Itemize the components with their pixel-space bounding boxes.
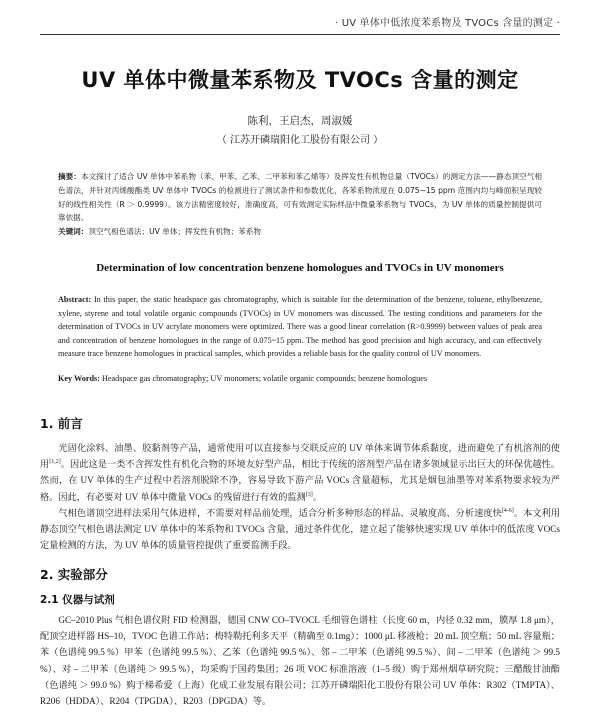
abstract-zh: [58, 170, 542, 225]
s1p2-text-b: 。本文利用静态顶空气相色谱法测定 UV 单体中的苯系物和 TVOCs 含量，通过条件优化，建立起了能够快速实现 UV 单体中的低浓度 VOCs 定量检测的方法，为 UV 单体的质量管控提供了重要监测手段。: [40, 508, 561, 551]
s1p1-text-b: 。因此这是一类不含挥发性有机化合物的环境友好型产品，相比于传统的溶剂型产品在诸多领域显示出巨大的环保优越性。然而，在 UV 单体的生产过程中若溶剂脱除不净，容易导致下游产品 VOCs 含量超标，尤其是烟包油墨等对苯系物要求较为严格。因此，有必要对 UV 单体中微量 VOCs 的残留进行有效的监测: [40, 459, 561, 502]
abstract-zh-label: 摘要：: [58, 172, 81, 181]
keywords-zh: [58, 225, 542, 239]
keywords-zh-label: 关键词：: [58, 227, 89, 236]
citation-ref: [1,2]: [49, 459, 61, 466]
keywords-en-label: Key Words:: [58, 374, 100, 383]
abstract-en-text: In this paper, the static headspace gas chromatography, which is suitable for the determination of the benzene, toluene, ethylbenzene, xylene, styrene and total volatile organic compounds (TVOCs) in UV monomers was discussed. The testing conditions and parameters for the determination of TVOCs in UV acrylate monomers were optimized. There was a good linear correlation (R>0.9999) between values of peak area and concentration of benzene homologues in the range of 0.075~15 ppm. The method has good precision and high accuracy, and can effectively measure trace benzene homologues in practical samples, which provides a reliable basis for the quality control of UV monomers.: [58, 295, 542, 359]
section-1-paragraph-1: [40, 440, 560, 505]
keywords-zh-text: 顶空气相色谱法；UV 单体；挥发性有机物；苯系物: [88, 227, 262, 236]
abstract-zh-text: 本文探讨了适合 UV 单体中苯系物（苯、甲苯、乙苯、二甲苯和苯乙烯等）及挥发性有机物总量（TVOCs）的测定方法——静态顶空气相色谱法，并针对丙烯酸酯类 UV 单体中 TVOCs 的检测进行了测试条件和参数优化，各苯系物浓度在 0.075~15 ppm 范围内均与峰面积呈现较好的线性相关性（R ＞ 0.9999）。该方法精密度较好，准确度高，可有效测定实际样品中微量苯系物与 TVOCs，为 UV 单体的质量控制提供可靠依据。: [58, 172, 542, 223]
citation-ref: [4-6]: [501, 507, 514, 514]
section-2-1-paragraph: GC–2010 Plus 气相色谱仪附 FID 检测器，德国 CNW CO–TVOCL 毛细管色谱柱（长度 60 m，内径 0.32 mm，膜厚 1.8 μm），配顶空进样器 HS–10，TVOC 色谱工作站；梅特勒托利多天平（精确至 0.1mg）；1000 μL 移液枪；20 mL 顶空瓶；50 mL 容量瓶；苯（色谱纯 99.5 %）甲苯（色谱纯 99.5 %）、乙苯（色谱纯 99.5 %）、邻 – 二甲苯（色谱纯 99.5 %）、间 – 二甲苯（色谱纯 ＞ 99.5 %）、对 – 二甲苯（色谱纯 ＞ 99.5 %），均采购于国药集团；26 项 VOC 标准溶液（1–5 级）购于郑州烟草研究院；三醋酸甘油酯（色谱纯 ＞ 99.0 %）购于梯希爱（上海）化成工业发展有限公司；江苏开磷瑞阳化工股份有限公司 UV 单体：R302（TMPTA）、R206（HDDA）、R204（TPGDA）、R203（DPGDA）等。: [40, 615, 560, 707]
english-title: Determination of low concentration benzene homologues and TVOCs in UV monomers: [96, 262, 504, 274]
section-2-1-heading: 2.1 仪器与试剂: [40, 594, 115, 606]
section-2-heading: 2. 实验部分: [40, 567, 108, 582]
authors: 陈利，王启杰，周淑媛: [247, 115, 353, 127]
section-1-paragraph-2: [40, 505, 560, 554]
page-title: UV 单体中微量苯系物及 TVOCs 含量的测定: [81, 68, 519, 92]
s1p1-text-a: 光固化涂料、油墨、胶黏剂等产品，通常使用可以直接参与交联反应的 UV 单体来调节体系黏度，进而避免了有机溶剂的使用: [40, 443, 560, 470]
keywords-en-text: Headspace gas chromatography; UV monomers; volatile organic compounds; benzene homologues: [101, 374, 428, 383]
section-1-heading: 1. 前言: [40, 416, 83, 431]
affiliation: （ 江苏开磷瑞阳化工股份有限公司 ）: [216, 135, 384, 146]
citation-ref: [3]: [305, 491, 313, 498]
keywords-en: [58, 372, 542, 386]
header-rule: [40, 34, 560, 35]
abstract-en: [58, 293, 542, 361]
s1p1-text-c: 。: [312, 491, 322, 502]
running-header: · UV 单体中低浓度苯系物及 TVOCs 含量的测定 ·: [334, 18, 560, 29]
abstract-en-label: Abstract:: [58, 295, 92, 304]
s1p2-text-a: 气相色谱顶空进样法采用气体进样，不需要对样品前处理，适合分析多种形态的样品、灵敏度高、分析速度快: [58, 508, 502, 518]
